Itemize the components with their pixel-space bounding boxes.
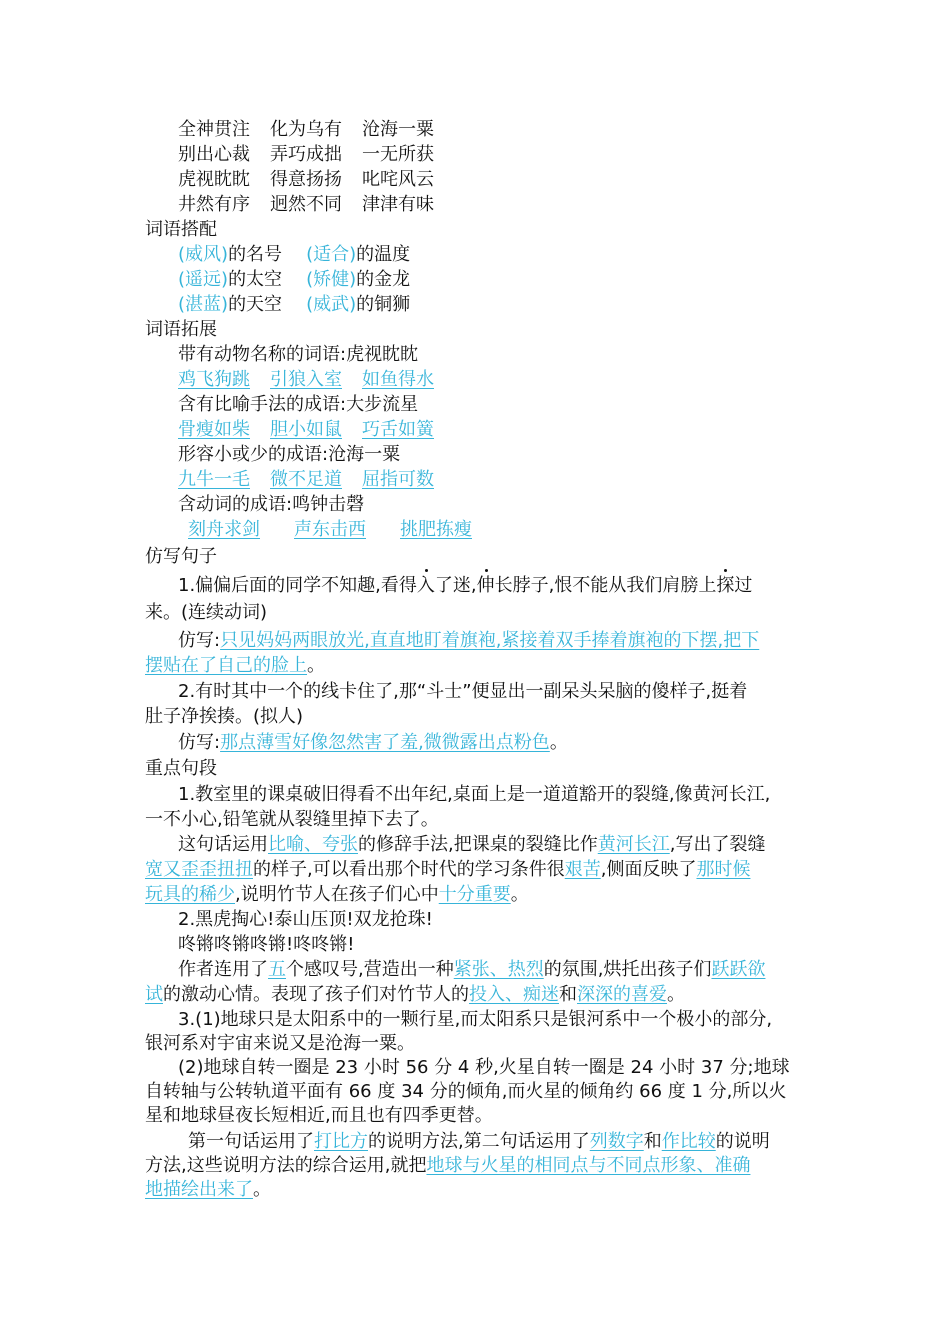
idiom: 虎视眈眈 — [178, 169, 250, 190]
expansion-prompt: 含有比喻手法的成语:大步流星 — [178, 394, 419, 415]
analysis-text: 地描绘出来了。 — [145, 1179, 271, 1200]
sentence-text: 来。(连续动词) — [145, 602, 268, 623]
collocation-row: (湛蓝)的天空 (威武)的铜狮 — [178, 294, 411, 315]
idiom: 得意扬扬 — [270, 169, 342, 190]
collocation-row: (遥远)的太空 (矫健)的金龙 — [178, 269, 411, 290]
idiom-row — [178, 118, 434, 142]
idiom-row — [178, 168, 434, 192]
answer: 威武 — [313, 294, 350, 315]
idiom: 一无所获 — [362, 144, 434, 165]
expansion-prompt: 形容小或少的成语:沧海一粟 — [178, 444, 401, 465]
answer: 引狼入室 — [270, 369, 342, 390]
expansion-answers — [178, 368, 434, 392]
sentence-text: 2.黑虎掏心!泰山压顶!双龙抢珠! — [178, 909, 433, 930]
answer: 骨瘦如柴 — [178, 419, 250, 440]
idiom-row — [178, 143, 434, 167]
answer: 微不足道 — [270, 469, 342, 490]
expansion-answers — [188, 518, 472, 542]
sentence-text: 2.有时其中一个的线卡住了,那“斗士”便显出一副呆头呆脑的傻样子,挺着 — [178, 681, 748, 702]
answer: 挑肥拣瘦 — [400, 519, 472, 540]
expansion-answers — [178, 468, 434, 492]
sentence-text: (2)地球自转一圈是 23 小时 56 分 4 秒,火星自转一圈是 24 小时 37 分;地球 — [178, 1057, 790, 1078]
idiom: 弄巧成拙 — [270, 144, 342, 165]
idiom: 化为乌有 — [270, 119, 342, 140]
sentence-text: 银河系对宇宙来说又是沧海一粟。 — [145, 1033, 415, 1054]
analysis-text: 宽又歪歪扭扭的样子,可以看出那个时代的学习条件很艰苦,侧面反映了那时候 — [145, 859, 751, 880]
answer: 声东击西 — [294, 519, 366, 540]
analysis-text: 试的激动心情。表现了孩子们对竹节人的投入、痴迷和深深的喜爱。 — [145, 984, 685, 1005]
analysis-text: 玩具的稀少,说明竹节人在孩子们心中十分重要。 — [145, 884, 529, 905]
section-heading-key: 重点句段 — [145, 758, 217, 779]
expansion-answers — [178, 418, 434, 442]
analysis-text: 作者连用了五个感叹号,营造出一种紧张、热烈的氛围,烘托出孩子们跃跃欲 — [178, 959, 766, 980]
expansion-prompt: 带有动物名称的词语:虎视眈眈 — [178, 344, 419, 365]
idiom: 迥然不同 — [270, 194, 342, 215]
answer: 屈指可数 — [362, 469, 434, 490]
sentence-text: 肚子净挨揍。(拟人) — [145, 706, 304, 727]
idiom: 叱咤风云 — [362, 169, 434, 190]
section-heading-expansion: 词语拓展 — [145, 319, 217, 340]
section-heading-collocation: 词语搭配 — [145, 219, 217, 240]
answer: 如鱼得水 — [362, 369, 434, 390]
answer: 胆小如鼠 — [270, 419, 342, 440]
sentence-text: 1.教室里的课桌破旧得看不出年纪,桌面上是一道道豁开的裂缝,像黄河长江, — [178, 784, 771, 805]
idiom: 津津有味 — [362, 194, 434, 215]
answer: 巧舌如簧 — [362, 419, 434, 440]
sentence-text: 1.偏偏后面的同学不知趣,看得入了迷,伸长脖子,恨不能从我们肩膀上探过 — [178, 575, 753, 596]
idiom: 全神贯注 — [178, 119, 250, 140]
collocation-row: (威风)的名号 (适合)的温度 — [178, 244, 411, 265]
sentence-text: 咚锵咚锵咚锵!咚咚锵! — [178, 934, 355, 955]
imitation-answer: 仿写:只见妈妈两眼放光,直直地盯着旗袍,紧接着双手捧着旗袍的下摆,把下 — [178, 630, 760, 651]
sentence-text: 3.(1)地球只是太阳系中的一颗行星,而太阳系只是银河系中一个极小的部分, — [178, 1009, 773, 1030]
idiom: 别出心裁 — [178, 144, 250, 165]
analysis-text: 方法,这些说明方法的综合运用,就把地球与火星的相同点与不同点形象、准确 — [145, 1155, 751, 1176]
expansion-prompt: 含动词的成语:鸣钟击磬 — [178, 494, 365, 515]
idiom: 沧海一粟 — [362, 119, 434, 140]
sentence-text: 星和地球昼夜长短相近,而且也有四季更替。 — [145, 1105, 493, 1126]
imitation-answer: 仿写:那点薄雪好像忽然害了羞,微微露出点粉色。 — [178, 732, 568, 753]
idiom: 井然有序 — [178, 194, 250, 215]
section-heading-imitation: 仿写句子 — [145, 546, 217, 567]
imitation-answer: 摆贴在了自己的脸上。 — [145, 655, 325, 676]
analysis-text: 第一句话运用了打比方的说明方法,第二句话运用了列数字和作比较的说明 — [188, 1131, 770, 1152]
answer: 鸡飞狗跳 — [178, 369, 250, 390]
answer: 湛蓝 — [185, 294, 222, 315]
answer: 遥远 — [185, 269, 222, 290]
analysis-text: 这句话运用比喻、夸张的修辞手法,把课桌的裂缝比作黄河长江,写出了裂缝 — [178, 834, 766, 855]
sentence-text: 自转轴与公转轨道平面有 66 度 34 分的倾角,而火星的倾角约 66 度 1 分,所以火 — [145, 1081, 787, 1102]
answer: 九牛一毛 — [178, 469, 250, 490]
answer: 刻舟求剑 — [188, 519, 260, 540]
answer: 矫健 — [313, 269, 350, 290]
idiom-row — [178, 193, 434, 217]
sentence-text: 一不小心,铅笔就从裂缝里掉下去了。 — [145, 809, 439, 830]
answer: 适合 — [313, 244, 350, 265]
answer: 威风 — [185, 244, 222, 265]
